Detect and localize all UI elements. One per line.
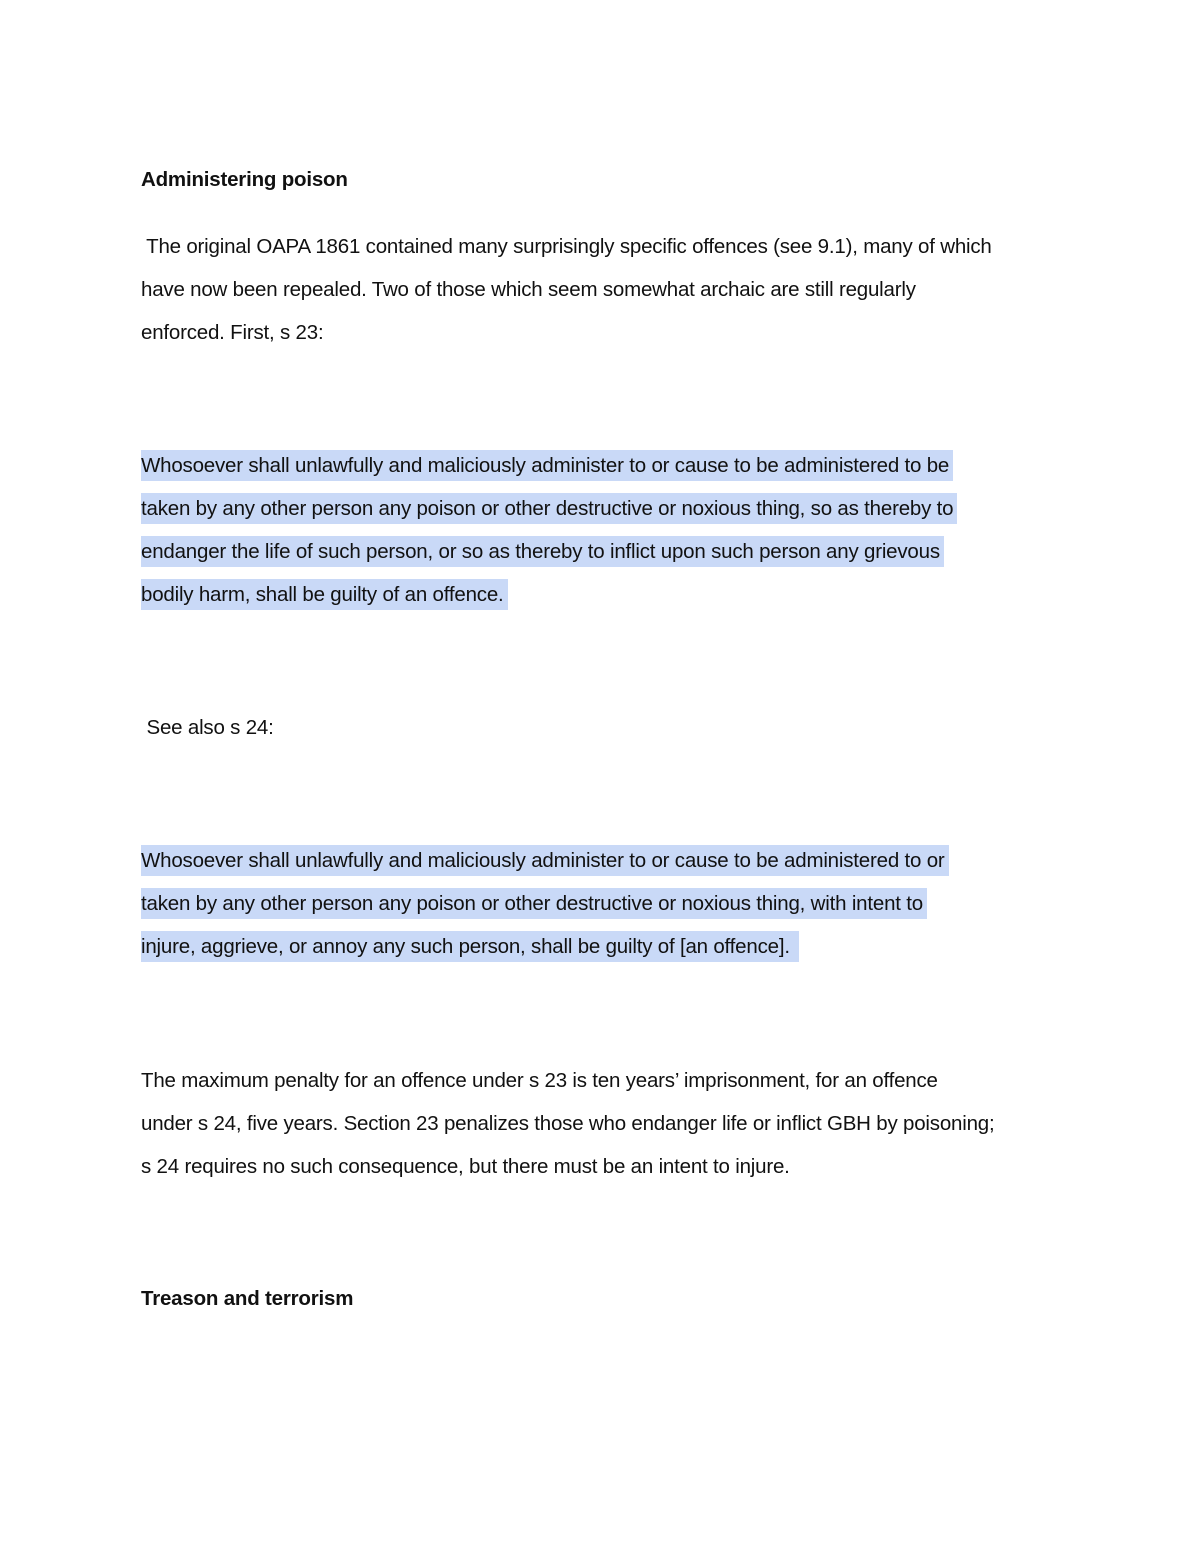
highlighted-quote-line: Whosoever shall unlawfully and maliciously administer to or cause to be administered to be <box>141 450 953 481</box>
highlighted-quote-line: taken by any other person any poison or other destructive or noxious thing, with intent to <box>141 888 927 919</box>
intro-line: enforced. First, s 23: <box>141 321 324 344</box>
penalty-line: s 24 requires no such consequence, but there must be an intent to injure. <box>141 1155 790 1178</box>
section-heading-treason-terrorism: Treason and terrorism <box>141 1287 354 1310</box>
highlighted-quote-line: bodily harm, shall be guilty of an offence. <box>141 579 508 610</box>
see-also-text: See also s 24: <box>141 716 274 739</box>
intro-line: have now been repealed. Two of those which seem somewhat archaic are still regularly <box>141 278 916 301</box>
highlighted-quote-line: injure, aggrieve, or annoy any such person, shall be guilty of [an offence]. <box>141 931 799 962</box>
penalty-line: The maximum penalty for an offence under s 23 is ten years’ imprisonment, for an offence <box>141 1069 938 1092</box>
section-heading-administering-poison: Administering poison <box>141 168 348 191</box>
quote-s23 <box>141 444 1061 616</box>
intro-paragraph <box>141 225 1061 354</box>
penalty-paragraph <box>141 1059 1061 1188</box>
highlighted-quote-line: Whosoever shall unlawfully and maliciously administer to or cause to be administered to or <box>141 845 949 876</box>
see-also-paragraph <box>141 706 1061 749</box>
intro-line: The original OAPA 1861 contained many surprisingly specific offences (see 9.1), many of which <box>141 235 992 258</box>
penalty-line: under s 24, five years. Section 23 penalizes those who endanger life or inflict GBH by poisoning; <box>141 1112 995 1135</box>
highlighted-quote-line: endanger the life of such person, or so as thereby to inflict upon such person any grievous <box>141 536 944 567</box>
quote-s24 <box>141 839 1061 968</box>
highlighted-quote-line: taken by any other person any poison or other destructive or noxious thing, so as thereby to <box>141 493 957 524</box>
